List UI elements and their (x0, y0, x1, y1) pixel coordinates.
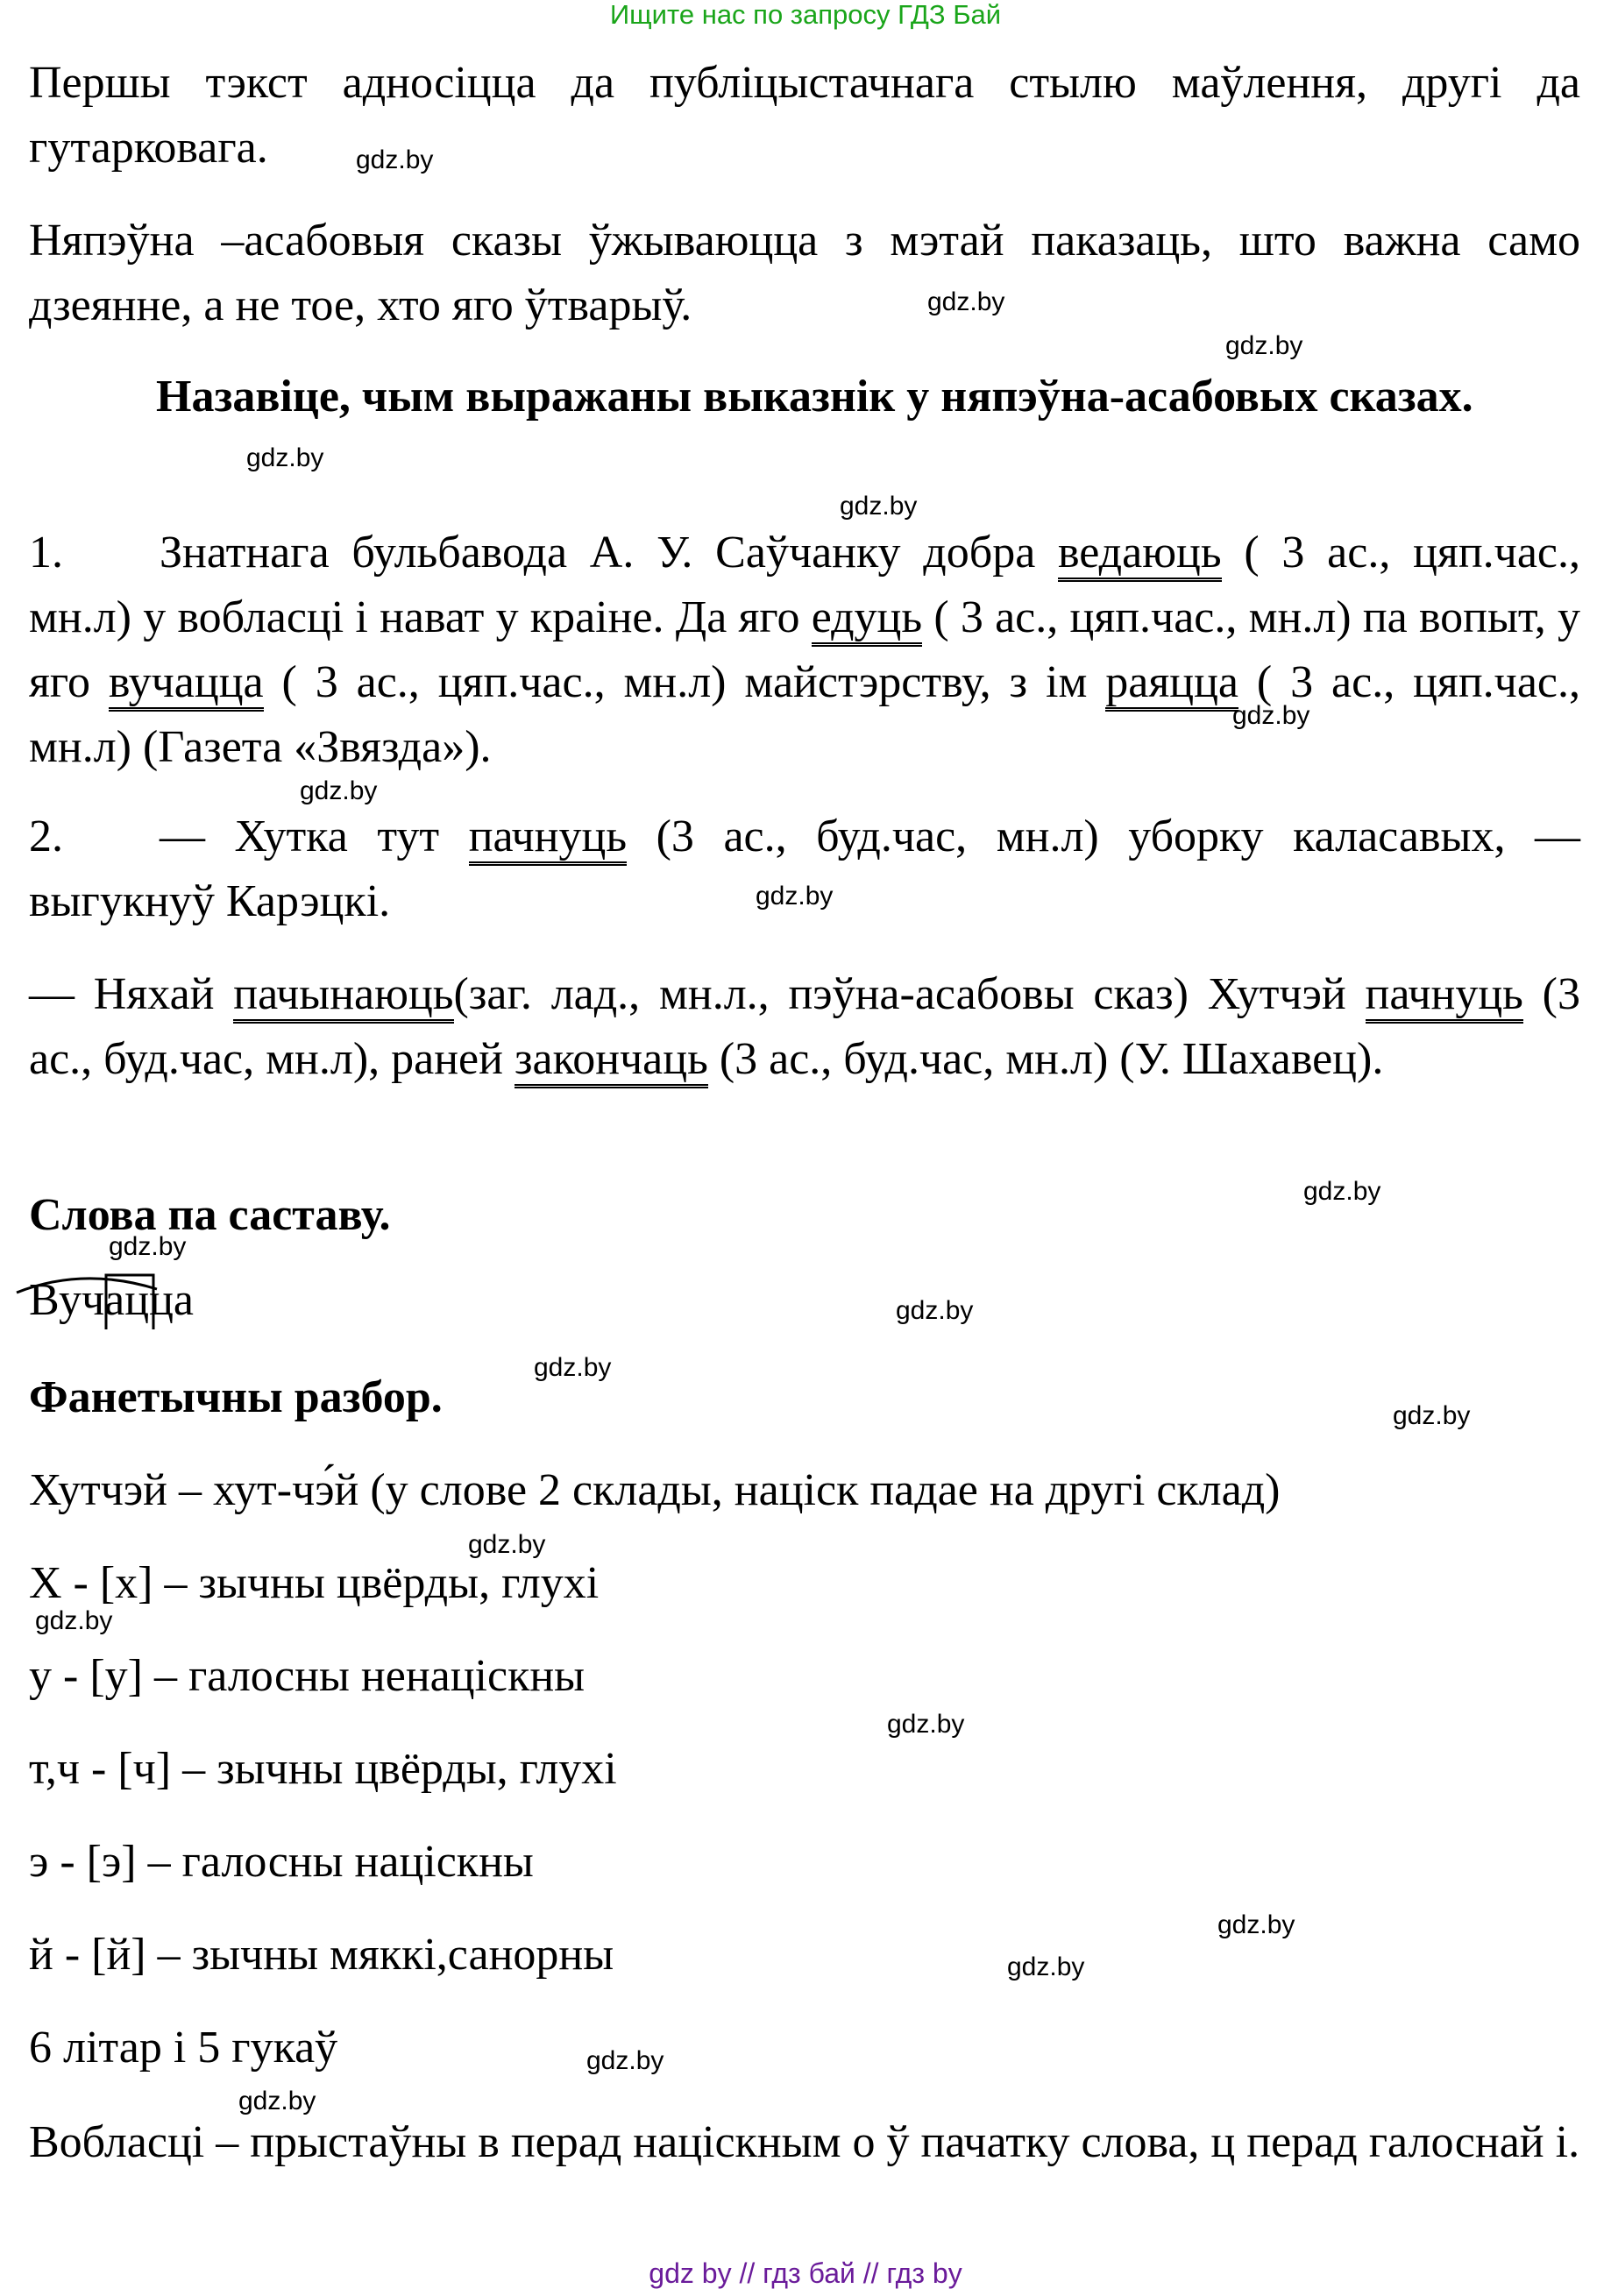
watermark: gdz.by (586, 2046, 664, 2075)
example-2-number: 2. (29, 811, 63, 861)
word-analysis (29, 1268, 194, 1333)
example-3-text: (3 ас., буд.час, мн.л) (У. Шахавец). (707, 1034, 1384, 1084)
predicate: пачнуць (1366, 972, 1523, 1024)
heading-phonetic: Фанетычны разбор. (29, 1372, 443, 1422)
watermark: gdz.by (356, 145, 434, 174)
phonetic-line: Хутчэй – хут-чэ́й (у слове 2 склады, націск падае на другі склад) (29, 1465, 1281, 1515)
example-3-text: (3 ас., буд.час, мн.л), раней (29, 969, 1580, 1084)
predicate: ведаюць (1058, 530, 1222, 582)
word-prefix: Ву (29, 1275, 82, 1325)
watermark: gdz.by (534, 1353, 612, 1382)
phonetic-line: у - [у] – галосны ненаціскны (29, 1651, 585, 1701)
predicate: едуць (812, 595, 922, 647)
example-2 (29, 804, 1580, 934)
phonetic-line: т,ч - [ч] – зычны цвёрды, глухі (29, 1744, 617, 1794)
watermark: gdz.by (927, 287, 1005, 316)
example-2-text: (3 ас., буд.час, мн.л) уборку каласавых, — выгукнуў Карэцкі. (29, 811, 1580, 926)
paragraph-2: Няпэўна –асабовыя сказы ўжываюцца з мэтай паказаць, што важна само дзеянне, а не тое, хто яго ўтварыў. (29, 216, 1580, 330)
top-banner[interactable]: Ищите нас по запросу ГДЗ Бай (609, 0, 1002, 30)
paragraph-1: Першы тэкст адносіцца да публіцыстачнага стылю маўлення, другі да гутарковага. (29, 58, 1580, 173)
word-ending: ца (149, 1275, 194, 1325)
watermark: gdz.by (468, 1530, 546, 1559)
watermark: gdz.by (840, 492, 918, 521)
watermark: gdz.by (238, 2087, 316, 2115)
example-3-text: (заг. лад., мн.л., пэўна-асабовы сказ) Хутчэй (453, 969, 1366, 1019)
watermark: gdz.by (35, 1606, 113, 1635)
predicate: пачынаюць (233, 972, 453, 1024)
example-2-text: — Хутка тут (160, 811, 469, 861)
phonetic-line: Х - [х] – зычны цвёрды, глухі (29, 1558, 600, 1608)
watermark: gdz.by (1225, 331, 1303, 360)
watermark: gdz.by (1393, 1401, 1471, 1430)
example-1-text: ( 3 ас., цяп.час., мн.л) у вобласці і нават у краіне. Да яго (29, 528, 1580, 642)
example-1-text: ( 3 ас., цяп.час., мн.л) майстэрству, з ім (263, 657, 1106, 707)
word-root: ч (82, 1268, 104, 1333)
example-3-text: — Няхай (29, 969, 234, 1019)
example-1-text: ( 3 ас., цяп.час., мн.л) па вопыт, у яго (29, 592, 1580, 707)
watermark: gdz.by (1217, 1910, 1295, 1939)
watermark: gdz.by (1007, 1952, 1085, 1981)
phonetic-summary: 6 літар і 5 гукаў (29, 2023, 338, 2073)
last-paragraph: Вобласці – прыстаўны в перад націскным о ў пачатку слова, ц перад галоснай і. (29, 2117, 1580, 2167)
example-1-number: 1. (29, 528, 63, 578)
suffix-box (104, 1272, 155, 1333)
watermark: gdz.by (246, 443, 324, 472)
predicate: раяцца (1105, 660, 1238, 712)
watermark: gdz.by (896, 1296, 974, 1325)
predicate: закончаць (515, 1037, 708, 1088)
watermark: gdz.by (756, 882, 834, 911)
example-1-text: Знатнага бульбавода А. У. Саўчанку добра (160, 528, 1059, 578)
heading-morphemes: Слова па саставу. (29, 1190, 391, 1240)
footer-links[interactable]: gdz by // гдз бай // гдз by (649, 2257, 962, 2289)
phonetic-line: й - [й] – зычны мяккі,санорны (29, 1930, 614, 1980)
watermark: gdz.by (1232, 701, 1310, 730)
watermark: gdz.by (300, 776, 378, 805)
predicate: вучацца (109, 660, 264, 712)
word-suffix: ац (104, 1268, 149, 1333)
example-1-text: ( 3 ас., цяп.час., мн.л) (Газета «Звязда»). (29, 657, 1580, 772)
example-3 (29, 962, 1580, 1092)
example-1 (29, 521, 1580, 780)
predicate: пачнуць (469, 814, 627, 866)
watermark: gdz.by (1303, 1177, 1381, 1206)
heading-task: Назавіце, чым выражаны выказнік у няпэўна-асабовых сказах. (156, 372, 1473, 422)
watermark: gdz.by (109, 1232, 187, 1261)
watermark: gdz.by (887, 1710, 965, 1739)
phonetic-line: э - [э] – галосны націскны (29, 1837, 534, 1887)
